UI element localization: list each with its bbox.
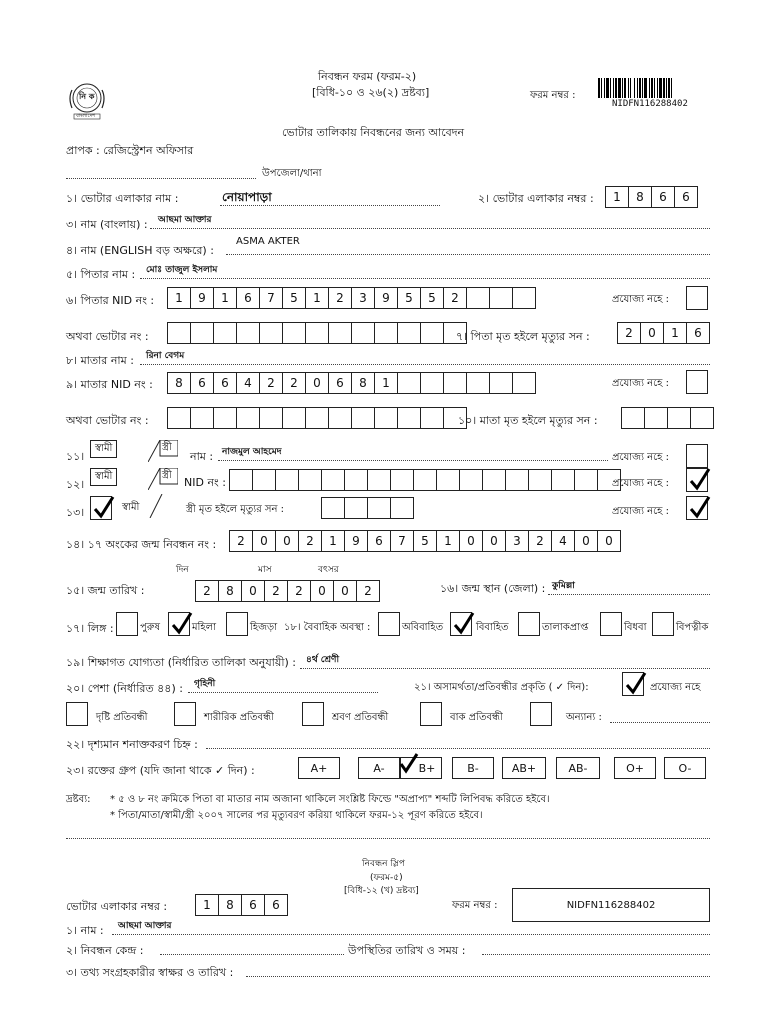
voter-area-name-value[interactable]: নোয়াপাড়া	[222, 190, 272, 204]
form-title: নিবন্ধন ফরম (ফরম-২)	[318, 70, 417, 83]
digit-cell[interactable]	[282, 322, 306, 344]
digit-cell[interactable]: 6	[367, 530, 391, 552]
digit-cell[interactable]	[397, 372, 421, 394]
father-voter-no-label: অথবা ভোটার নং :	[66, 330, 149, 343]
widow-checkbox[interactable]	[600, 612, 622, 636]
mother-nid-na-checkbox[interactable]	[686, 370, 708, 394]
slip-center-line[interactable]	[160, 954, 344, 955]
widow-label: বিধবা	[624, 622, 647, 633]
digit-cell[interactable]: 1	[321, 530, 345, 552]
digit-cell[interactable]	[482, 469, 506, 491]
digit-cell[interactable]	[282, 407, 306, 429]
female-checkbox[interactable]	[168, 612, 190, 636]
spouse-name-row-label: ১১।	[66, 450, 85, 463]
government-emblem-icon	[64, 80, 110, 120]
slip-collector-label: ৩। তথ্য সংগ্রহকারীর স্বাক্ষর ও তারিখ :	[66, 966, 234, 979]
digit-cell[interactable]: 1	[213, 287, 237, 309]
disability-na-label: প্রযোজ্য নহে	[650, 682, 701, 693]
husband-option-2[interactable]: স্বামী	[90, 468, 117, 486]
digit-cell[interactable]: 0	[333, 580, 357, 602]
digit-cell[interactable]	[351, 407, 375, 429]
digit-cell[interactable]: 2	[259, 372, 283, 394]
slip-rule: [বিধি-১২ (খ) দ্রষ্টব্য]	[344, 886, 419, 896]
digit-cell[interactable]: 0	[252, 530, 276, 552]
dob-day-caption: দিন	[176, 565, 189, 575]
occupation-label: ২০। পেশা (নির্ধারিত ৪৪) :	[66, 682, 183, 695]
digit-cell[interactable]	[351, 322, 375, 344]
digit-cell[interactable]: 3	[351, 287, 375, 309]
digit-cell[interactable]: 2	[328, 287, 352, 309]
name-english-line	[226, 254, 710, 255]
female-label: মহিলা	[192, 622, 217, 633]
digit-cell[interactable]: 8	[167, 372, 191, 394]
digit-cell[interactable]: 0	[597, 530, 621, 552]
digit-cell[interactable]: 6	[686, 322, 710, 344]
voter-area-number-boxes[interactable]	[606, 186, 698, 208]
wife-death-year-label: স্ত্রী মৃত হইলে মৃত্যুর সন :	[186, 504, 285, 515]
digit-cell[interactable]	[528, 469, 552, 491]
unmarried-label: অবিবাহিত	[402, 622, 444, 633]
digit-cell[interactable]	[321, 469, 345, 491]
mother-death-year-boxes[interactable]	[622, 407, 714, 429]
father-name-line	[140, 278, 710, 279]
spouse-name-line	[218, 460, 608, 461]
digit-cell[interactable]: 9	[344, 530, 368, 552]
digit-cell[interactable]: 0	[275, 530, 299, 552]
hearing-label: শ্রবণ প্রতিবন্ধী	[332, 712, 389, 723]
hijra-label: হিজড়া	[250, 622, 278, 633]
blood-group-label: O+	[626, 761, 644, 775]
digit-cell[interactable]: 9	[374, 287, 398, 309]
digit-cell[interactable]	[190, 407, 214, 429]
hearing-checkbox[interactable]	[302, 702, 324, 726]
name-bangla-label: ৩। নাম (বাংলায়) :	[66, 218, 148, 231]
digit-cell[interactable]	[236, 407, 260, 429]
digit-cell[interactable]	[298, 469, 322, 491]
check-icon	[399, 752, 419, 774]
spouse-death-row-label: ১৩।	[66, 506, 85, 519]
slip-name-label: ১। নাম :	[66, 924, 104, 937]
blood-group-label: A-	[373, 761, 385, 775]
digit-cell[interactable]	[489, 287, 513, 309]
education-line	[300, 668, 710, 669]
mother-name-value[interactable]: রিনা বেগম	[146, 351, 185, 361]
spouse-nid-boxes[interactable]	[230, 469, 621, 491]
blood-group-label: A+	[310, 761, 328, 775]
digit-cell[interactable]: 5	[420, 287, 444, 309]
digit-cell[interactable]	[190, 322, 214, 344]
dob-month-caption: মাস	[258, 565, 272, 575]
digit-cell[interactable]	[621, 407, 645, 429]
digit-cell[interactable]: 2	[443, 287, 467, 309]
spouse-nid-na-checkbox[interactable]	[686, 468, 708, 492]
digit-cell[interactable]	[213, 322, 237, 344]
blood-group-label: B-	[467, 761, 479, 775]
other-line	[610, 722, 710, 723]
blood-group-option[interactable]	[556, 757, 600, 779]
upazila-label: উপজেলা/থানা	[262, 168, 322, 179]
voter-area-number-label: ২। ভোটার এলাকার নম্বর :	[478, 192, 594, 205]
digit-cell[interactable]	[436, 469, 460, 491]
name-bangla-line	[150, 228, 710, 229]
digit-cell[interactable]: 2	[287, 580, 311, 602]
barcode-icon	[598, 78, 702, 98]
divorced-checkbox[interactable]	[518, 612, 540, 636]
divorced-label: তালাকপ্রাপ্ত	[542, 622, 589, 633]
speech-checkbox[interactable]	[420, 702, 442, 726]
husband-checkbox[interactable]	[90, 496, 112, 520]
marital-status-label: ১৮। বৈবাহিক অবস্থা :	[284, 622, 371, 633]
digit-cell[interactable]	[644, 407, 668, 429]
digit-cell[interactable]: 7	[390, 530, 414, 552]
digit-cell[interactable]: 2	[298, 530, 322, 552]
birth-reg-boxes[interactable]	[230, 530, 621, 552]
digit-cell[interactable]: 2	[229, 530, 253, 552]
blood-group-label: ২৩। রক্তের গ্রুপ (যদি জানা থাকে ✓ দিন) :	[66, 764, 255, 777]
birth-place-value[interactable]: কুমিল্লা	[552, 581, 575, 591]
unmarried-checkbox[interactable]	[378, 612, 400, 636]
digit-cell[interactable]	[236, 322, 260, 344]
voter-area-name-label: ১। ভোটার এলাকার নাম :	[66, 192, 179, 205]
digit-cell[interactable]	[321, 497, 345, 519]
speech-label: বাক প্রতিবন্ধী	[450, 712, 503, 723]
birth-reg-label: ১৪। ১৭ অংকের জন্ম নিবন্ধন নং :	[66, 538, 217, 551]
digit-cell[interactable]	[259, 322, 283, 344]
vision-label: দৃষ্টি প্রতিবন্ধী	[96, 712, 148, 723]
slip-form-no-value[interactable]: NIDFN116288402	[512, 888, 710, 922]
digit-cell[interactable]	[574, 469, 598, 491]
slip-name-line	[112, 934, 710, 935]
dob-label: ১৫। জন্ম তারিখ :	[66, 584, 145, 597]
wife-death-year-boxes[interactable]	[322, 497, 414, 519]
digit-cell[interactable]: 6	[190, 372, 214, 394]
occupation-line	[188, 692, 378, 693]
name-english-label: ৪। নাম (ENGLISH বড় অক্ষরে) :	[66, 244, 214, 257]
slip-title: নিবন্ধন স্লিপ	[362, 859, 405, 869]
form-subtitle: [বিধি-১০ ও ২৬(২) দ্রষ্টব্য]	[312, 86, 430, 99]
spouse-name-label: নাম :	[190, 450, 214, 463]
slip-area-no-label: ভোটার এলাকার নম্বর :	[66, 900, 168, 913]
married-checkbox[interactable]	[450, 612, 472, 636]
digit-cell[interactable]: 2	[617, 322, 641, 344]
married-label: বিবাহিত	[476, 622, 509, 633]
mother-nid-label: ৯। মাতার NID নং :	[66, 378, 153, 391]
digit-cell[interactable]	[344, 497, 368, 519]
digit-cell[interactable]: 1	[436, 530, 460, 552]
wife-death-na-checkbox[interactable]	[686, 496, 708, 520]
note-line-1: * ৫ ও ৮ নং ক্রমিকে পিতা বা মাতার নাম অজানা থাকিলে সংশ্লিষ্ট ফিল্ডে "অপ্রাপ্য" শব্দটি লিপিবদ্ধ করিতে হইবে।	[110, 794, 550, 805]
physical-label: শারীরিক প্রতিবন্ধী	[204, 712, 274, 723]
birth-place-line	[548, 594, 710, 595]
digit-cell[interactable]	[413, 469, 437, 491]
digit-cell[interactable]	[328, 322, 352, 344]
digit-cell[interactable]	[420, 407, 444, 429]
blood-group-option[interactable]	[358, 757, 400, 779]
blood-group-option[interactable]	[298, 757, 340, 779]
mother-voter-no-boxes[interactable]	[168, 407, 467, 429]
spouse-name-na-label: প্রযোজ্য নহে :	[612, 452, 669, 463]
digit-cell[interactable]	[466, 372, 490, 394]
male-checkbox[interactable]	[116, 612, 138, 636]
father-name-value[interactable]: মোঃ তাজুল ইসলাম	[146, 265, 218, 275]
mother-death-year-label: ১০। মাতা মৃত হইলে মৃত্যুর সন :	[458, 414, 598, 427]
digit-cell[interactable]	[397, 407, 421, 429]
digit-cell[interactable]	[443, 372, 467, 394]
slip-attendance-label: উপস্থিতির তারিখ ও সময় :	[348, 944, 466, 957]
digit-cell[interactable]: 1	[195, 894, 219, 916]
digit-cell[interactable]: 7	[259, 287, 283, 309]
barcode-text: NIDFN116288402	[612, 99, 688, 109]
father-nid-na-checkbox[interactable]	[686, 286, 708, 310]
gender-label: ১৭। লিঙ্গ :	[66, 622, 114, 635]
digit-cell[interactable]: 1	[663, 322, 687, 344]
digit-cell[interactable]: 8	[218, 580, 242, 602]
digit-cell[interactable]	[420, 322, 444, 344]
mother-voter-no-label: অথবা ভোটার নং :	[66, 414, 149, 427]
digit-cell[interactable]: 0	[459, 530, 483, 552]
digit-cell[interactable]: 0	[310, 580, 334, 602]
emblem-caption: বাংলাদেশ	[76, 113, 96, 119]
digit-cell[interactable]: 0	[241, 580, 265, 602]
digit-cell[interactable]: 2	[264, 580, 288, 602]
digit-cell[interactable]: 5	[282, 287, 306, 309]
digit-cell[interactable]	[259, 407, 283, 429]
wife-option[interactable]: স্ত্রী	[162, 442, 172, 453]
father-name-label: ৫। পিতার নাম :	[66, 268, 136, 281]
spouse-name-value[interactable]: নাজমুল আহমেদ	[222, 447, 282, 457]
digit-cell[interactable]	[505, 469, 529, 491]
blood-group-label: AB-	[568, 761, 588, 775]
voter-area-name-line	[220, 205, 440, 206]
hijra-checkbox[interactable]	[226, 612, 248, 636]
identification-mark-label: ২২। দৃশ্যমান শনাক্তকরণ চিহ্ন :	[66, 738, 198, 751]
digit-cell[interactable]: 8	[628, 186, 652, 208]
name-bangla-value[interactable]: আছমা আক্তার	[158, 215, 212, 225]
disability-na-checkbox[interactable]	[622, 672, 644, 696]
note-line-2: * পিতা/মাতা/স্বামী/স্ত্রী ২০০৭ সালের পর মৃত্যুবরণ করিয়া থাকিলে ফরম-১২ পূরণ করিতে হইবে।	[110, 810, 483, 821]
digit-cell[interactable]: 6	[264, 894, 288, 916]
birth-place-label: ১৬। জন্ম স্থান (জেলা) :	[440, 582, 546, 595]
digit-cell[interactable]: 1	[305, 287, 329, 309]
digit-cell[interactable]: 1	[605, 186, 629, 208]
digit-cell[interactable]: 6	[213, 372, 237, 394]
digit-cell[interactable]	[397, 322, 421, 344]
digit-cell[interactable]: 2	[528, 530, 552, 552]
digit-cell[interactable]: 0	[574, 530, 598, 552]
husband-option[interactable]: স্বামী	[90, 440, 117, 458]
digit-cell[interactable]	[390, 469, 414, 491]
dob-year-caption: বৎসর	[318, 565, 339, 575]
widower-label: বিপত্নীক	[676, 622, 709, 633]
wife-death-na-label: প্রযোজ্য নহে :	[612, 506, 669, 517]
digit-cell[interactable]	[252, 469, 276, 491]
blood-group-option[interactable]	[452, 757, 494, 779]
husband-checkbox-label: স্বামী	[122, 502, 140, 513]
digit-cell[interactable]: 3	[505, 530, 529, 552]
digit-cell[interactable]	[328, 407, 352, 429]
digit-cell[interactable]: 2	[195, 580, 219, 602]
separator-line	[66, 838, 710, 839]
spouse-nid-label: NID নং :	[184, 476, 226, 489]
mother-name-label: ৮। মাতার নাম :	[66, 354, 134, 367]
father-nid-na-label: প্রযোজ্য নহে :	[612, 294, 669, 305]
digit-cell[interactable]: 0	[640, 322, 664, 344]
blood-group-option[interactable]	[400, 757, 442, 779]
digit-cell[interactable]: 8	[351, 372, 375, 394]
digit-cell[interactable]	[390, 497, 414, 519]
father-voter-no-boxes[interactable]	[168, 322, 467, 344]
slip-name-value[interactable]: আছমা আক্তার	[118, 921, 172, 931]
name-english-value[interactable]: ASMA AKTER	[236, 236, 300, 247]
dob-boxes[interactable]	[196, 580, 380, 602]
education-value[interactable]: ৪র্থ শ্রেণী	[306, 655, 340, 665]
other-checkbox[interactable]	[530, 702, 552, 726]
digit-cell[interactable]	[374, 407, 398, 429]
blood-group-label: AB+	[511, 761, 537, 775]
slip-form-no-label: ফরম নম্বর :	[452, 900, 498, 911]
slip-collector-line[interactable]	[246, 976, 710, 977]
blood-group-label: B+	[418, 761, 436, 775]
digit-cell[interactable]	[167, 407, 191, 429]
digit-cell[interactable]: 6	[674, 186, 698, 208]
application-title: ভোটার তালিকায় নিবন্ধনের জন্য আবেদন	[282, 126, 465, 139]
father-death-year-label: ৭। পিতা মৃত হইলে মৃত্যুর সন :	[456, 330, 590, 343]
digit-cell[interactable]: 4	[236, 372, 260, 394]
education-label: ১৯। শিক্ষাগত যোগ্যতা (নির্ধারিত তালিকা অনুযায়ী) :	[66, 656, 296, 669]
blood-group-label: O-	[678, 761, 692, 775]
mother-nid-na-label: প্রযোজ্য নহে :	[612, 378, 669, 389]
occupation-value[interactable]: গৃহিনী	[194, 679, 216, 689]
slip-center-label: ২। নিবন্ধন কেন্দ্র :	[66, 944, 144, 957]
widower-checkbox[interactable]	[652, 612, 674, 636]
other-label: অন্যান্য :	[566, 712, 602, 723]
note-label: দ্রষ্টব্য:	[66, 794, 91, 805]
physical-checkbox[interactable]	[174, 702, 196, 726]
digit-cell[interactable]	[167, 322, 191, 344]
digit-cell[interactable]	[213, 407, 237, 429]
digit-cell[interactable]: 2	[282, 372, 306, 394]
digit-cell[interactable]	[667, 407, 691, 429]
blood-group-option[interactable]	[502, 757, 546, 779]
form-number-label: ফরম নম্বর :	[530, 90, 576, 101]
digit-cell[interactable]: 6	[236, 287, 260, 309]
digit-cell[interactable]	[459, 469, 483, 491]
digit-cell[interactable]: 5	[413, 530, 437, 552]
male-label: পুরুষ	[140, 622, 160, 633]
mother-name-line	[140, 364, 710, 365]
identification-mark-line[interactable]	[206, 748, 710, 749]
digit-cell[interactable]	[344, 469, 368, 491]
slip-form: (ফরম-৫)	[370, 873, 403, 883]
blood-group-option[interactable]	[614, 757, 656, 779]
vision-checkbox[interactable]	[66, 702, 88, 726]
spouse-nid-row-label: ১২।	[66, 478, 85, 491]
digit-cell[interactable]	[512, 287, 536, 309]
digit-cell[interactable]	[374, 322, 398, 344]
digit-cell[interactable]: 2	[356, 580, 380, 602]
digit-cell[interactable]: 9	[190, 287, 214, 309]
digit-cell[interactable]: 1	[167, 287, 191, 309]
slash-divider-3	[148, 494, 178, 518]
blood-group-option[interactable]	[664, 757, 706, 779]
digit-cell[interactable]: 8	[218, 894, 242, 916]
digit-cell[interactable]	[305, 322, 329, 344]
digit-cell[interactable]: 0	[482, 530, 506, 552]
digit-cell[interactable]: 6	[651, 186, 675, 208]
digit-cell[interactable]	[367, 497, 391, 519]
digit-cell[interactable]	[367, 469, 391, 491]
disability-label: ২১। অসামর্থতা/প্রতিবন্ধীর প্রকৃতি ( ✓ দিন):	[414, 682, 589, 693]
slip-attendance-line[interactable]	[482, 954, 710, 955]
digit-cell[interactable]	[229, 469, 253, 491]
digit-cell[interactable]	[512, 372, 536, 394]
digit-cell[interactable]	[305, 407, 329, 429]
digit-cell[interactable]	[420, 372, 444, 394]
upazila-line[interactable]	[66, 178, 256, 179]
recipient-label: প্রাপক : রেজিস্ট্রেশন অফিসার	[66, 144, 194, 157]
digit-cell[interactable]: 6	[328, 372, 352, 394]
digit-cell[interactable]: 5	[397, 287, 421, 309]
slip-area-no-boxes[interactable]	[196, 894, 288, 916]
emblem-text: নি ক	[79, 92, 95, 101]
father-nid-boxes[interactable]	[168, 287, 536, 309]
digit-cell[interactable]	[690, 407, 714, 429]
digit-cell[interactable]	[551, 469, 575, 491]
digit-cell[interactable]	[275, 469, 299, 491]
digit-cell[interactable]	[466, 287, 490, 309]
father-death-year-boxes[interactable]	[618, 322, 710, 344]
digit-cell[interactable]: 1	[374, 372, 398, 394]
digit-cell[interactable]: 6	[241, 894, 265, 916]
mother-nid-boxes[interactable]	[168, 372, 536, 394]
spouse-nid-na-label: প্রযোজ্য নহে :	[612, 478, 669, 489]
wife-option-2[interactable]: স্ত্রী	[162, 470, 172, 481]
digit-cell[interactable]: 4	[551, 530, 575, 552]
digit-cell[interactable]	[489, 372, 513, 394]
digit-cell[interactable]: 0	[305, 372, 329, 394]
father-nid-label: ৬। পিতার NID নং :	[66, 294, 155, 307]
